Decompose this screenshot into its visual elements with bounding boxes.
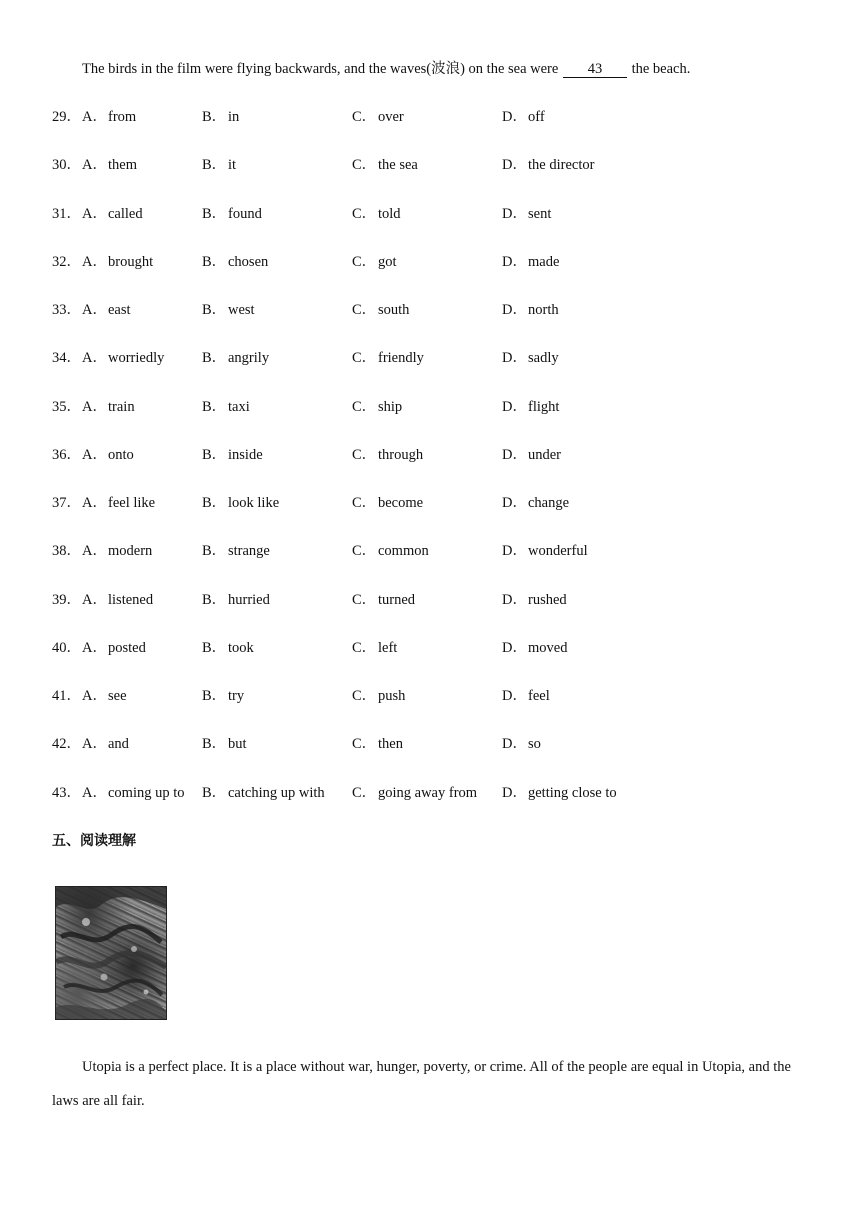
question-row bbox=[52, 782, 812, 830]
question-row bbox=[52, 347, 812, 395]
option-c bbox=[352, 733, 403, 755]
option-letter: B． bbox=[202, 157, 227, 174]
question-number: 34． bbox=[52, 350, 81, 367]
option-text: hurried bbox=[228, 591, 270, 608]
question-row bbox=[52, 589, 812, 637]
question-number: 31． bbox=[52, 205, 81, 222]
option-text: called bbox=[108, 205, 143, 222]
question-number: 38． bbox=[52, 543, 81, 560]
option-c bbox=[352, 347, 424, 369]
reading-photo bbox=[55, 886, 167, 1020]
option-text: off bbox=[528, 109, 545, 125]
option-letter: B． bbox=[202, 302, 227, 318]
option-a bbox=[82, 396, 135, 418]
option-b bbox=[202, 685, 244, 707]
option-d bbox=[502, 540, 588, 562]
option-letter: C． bbox=[352, 205, 377, 222]
option-letter: D． bbox=[502, 446, 527, 463]
option-b bbox=[202, 540, 270, 562]
question-row bbox=[52, 444, 812, 492]
option-c bbox=[352, 685, 405, 707]
option-letter: B． bbox=[202, 591, 227, 608]
option-b bbox=[202, 347, 269, 369]
option-text: moved bbox=[528, 639, 568, 656]
option-text: angrily bbox=[228, 350, 270, 367]
option-letter: A． bbox=[82, 784, 107, 801]
question-row bbox=[52, 492, 812, 540]
option-text: flight bbox=[528, 398, 560, 415]
option-d bbox=[502, 444, 561, 466]
question-number: 29． bbox=[52, 109, 81, 125]
option-letter: B． bbox=[202, 784, 227, 801]
option-letter: B． bbox=[202, 736, 227, 753]
option-d bbox=[502, 203, 551, 225]
option-letter: D． bbox=[502, 736, 527, 753]
option-c bbox=[352, 396, 402, 418]
option-text: got bbox=[378, 253, 397, 270]
option-text: going away from bbox=[378, 784, 478, 801]
option-text: look like bbox=[228, 495, 280, 511]
option-a bbox=[82, 733, 129, 755]
option-text: listened bbox=[108, 591, 154, 608]
option-letter: D． bbox=[502, 350, 527, 367]
option-text: and bbox=[108, 736, 129, 753]
option-c bbox=[352, 251, 397, 273]
option-a bbox=[82, 299, 131, 321]
option-letter: D． bbox=[502, 109, 527, 125]
option-text: posted bbox=[108, 639, 146, 656]
option-text: ship bbox=[378, 398, 403, 415]
option-text: try bbox=[228, 688, 245, 704]
option-letter: A． bbox=[82, 543, 107, 560]
option-text: modern bbox=[108, 543, 153, 560]
option-letter: A． bbox=[82, 157, 107, 174]
option-letter: D． bbox=[502, 253, 527, 270]
option-text: common bbox=[378, 543, 429, 560]
option-text: rushed bbox=[528, 591, 567, 608]
question-number: 32． bbox=[52, 253, 81, 270]
option-text: them bbox=[108, 157, 137, 174]
question-row bbox=[52, 299, 812, 347]
option-letter: B． bbox=[202, 398, 227, 415]
reading-paragraph: Utopia is a perfect place. It is a place without war, hunger, poverty, or crime. All of the people are equal in Utopia, and the laws are all fair. bbox=[52, 1059, 791, 1109]
option-text: over bbox=[378, 109, 404, 125]
option-text: friendly bbox=[378, 350, 424, 367]
option-b bbox=[202, 106, 239, 128]
option-letter: C． bbox=[352, 543, 377, 560]
option-b bbox=[202, 396, 250, 418]
option-c bbox=[352, 540, 429, 562]
question-number: 35． bbox=[52, 398, 81, 415]
option-letter: D． bbox=[502, 205, 527, 222]
intro-sentence bbox=[82, 58, 690, 80]
option-text: made bbox=[528, 253, 560, 270]
option-letter: C． bbox=[352, 591, 377, 608]
photo-texture bbox=[56, 887, 166, 1019]
option-letter: A． bbox=[82, 253, 107, 270]
option-text: onto bbox=[108, 446, 134, 463]
option-text: east bbox=[108, 302, 131, 318]
option-text: sadly bbox=[528, 350, 559, 367]
option-b bbox=[202, 782, 325, 804]
option-text: in bbox=[228, 109, 240, 125]
option-b bbox=[202, 251, 268, 273]
question-row bbox=[52, 733, 812, 781]
option-letter: D． bbox=[502, 495, 527, 511]
option-text: feel bbox=[528, 688, 550, 704]
option-letter: B． bbox=[202, 639, 227, 656]
option-text: change bbox=[528, 495, 570, 511]
option-text: but bbox=[228, 736, 247, 753]
option-text: see bbox=[108, 688, 127, 704]
option-text: south bbox=[378, 302, 410, 318]
option-letter: C． bbox=[352, 495, 377, 511]
option-c bbox=[352, 299, 409, 321]
question-number: 30． bbox=[52, 157, 81, 174]
option-text: turned bbox=[378, 591, 416, 608]
option-text: through bbox=[378, 446, 424, 463]
option-letter: C． bbox=[352, 688, 377, 704]
option-letter: B． bbox=[202, 543, 227, 560]
option-text: catching up with bbox=[228, 784, 325, 801]
option-text: brought bbox=[108, 253, 154, 270]
option-c bbox=[352, 589, 415, 611]
question-number: 37． bbox=[52, 495, 81, 511]
option-text: the director bbox=[528, 157, 595, 174]
option-a bbox=[82, 106, 136, 128]
question-number: 40． bbox=[52, 639, 81, 656]
option-letter: A． bbox=[82, 109, 107, 125]
option-text: took bbox=[228, 639, 254, 656]
option-d bbox=[502, 251, 559, 273]
option-text: taxi bbox=[228, 398, 250, 415]
option-text: worriedly bbox=[108, 350, 165, 367]
option-letter: A． bbox=[82, 688, 107, 704]
option-letter: D． bbox=[502, 591, 527, 608]
option-d bbox=[502, 782, 617, 804]
option-letter: D． bbox=[502, 688, 527, 704]
option-c bbox=[352, 492, 423, 514]
option-letter: B． bbox=[202, 495, 227, 511]
option-text: getting close to bbox=[528, 784, 617, 801]
question-number: 33． bbox=[52, 302, 81, 318]
option-a bbox=[82, 444, 134, 466]
question-row bbox=[52, 203, 812, 251]
option-d bbox=[502, 154, 594, 176]
option-d bbox=[502, 347, 559, 369]
option-a bbox=[82, 154, 137, 176]
question-number: 43． bbox=[52, 784, 81, 801]
option-text: it bbox=[228, 157, 237, 174]
option-d bbox=[502, 492, 569, 514]
section-title: 五、阅读理解 bbox=[52, 833, 136, 849]
option-letter: A． bbox=[82, 495, 107, 511]
question-number: 42． bbox=[52, 736, 81, 753]
option-text: train bbox=[108, 398, 135, 415]
option-text: strange bbox=[228, 543, 270, 560]
option-text: chosen bbox=[228, 253, 269, 270]
option-text: left bbox=[378, 639, 398, 656]
option-text: push bbox=[378, 688, 406, 704]
option-text: coming up to bbox=[108, 784, 185, 801]
option-a bbox=[82, 203, 143, 225]
option-text: feel like bbox=[108, 495, 156, 511]
option-letter: C． bbox=[352, 398, 377, 415]
option-d bbox=[502, 589, 567, 611]
option-a bbox=[82, 782, 185, 804]
option-text: the sea bbox=[378, 157, 418, 174]
option-letter: A． bbox=[82, 639, 107, 656]
option-letter: C． bbox=[352, 350, 377, 367]
option-letter: A． bbox=[82, 736, 107, 753]
option-d bbox=[502, 106, 545, 128]
option-letter: C． bbox=[352, 302, 377, 318]
option-c bbox=[352, 203, 401, 225]
option-letter: A． bbox=[82, 446, 107, 463]
question-number: 36． bbox=[52, 446, 81, 463]
option-a bbox=[82, 251, 153, 273]
blank-43: 43 bbox=[563, 61, 627, 78]
option-letter: B． bbox=[202, 253, 227, 270]
option-a bbox=[82, 589, 153, 611]
option-a bbox=[82, 540, 152, 562]
option-letter: C． bbox=[352, 736, 377, 753]
option-text: from bbox=[108, 109, 137, 125]
option-b bbox=[202, 203, 262, 225]
option-a bbox=[82, 492, 155, 514]
question-row bbox=[52, 251, 812, 299]
option-letter: C． bbox=[352, 639, 377, 656]
option-letter: B． bbox=[202, 205, 227, 222]
option-letter: B． bbox=[202, 350, 227, 367]
option-b bbox=[202, 299, 255, 321]
option-text: wonderful bbox=[528, 543, 588, 560]
option-letter: D． bbox=[502, 398, 527, 415]
option-d bbox=[502, 299, 559, 321]
option-letter: D． bbox=[502, 639, 527, 656]
option-text: found bbox=[228, 205, 262, 222]
option-a bbox=[82, 637, 146, 659]
option-b bbox=[202, 444, 263, 466]
option-b bbox=[202, 492, 279, 514]
question-row bbox=[52, 540, 812, 588]
option-b bbox=[202, 637, 254, 659]
option-b bbox=[202, 589, 270, 611]
question-number: 39． bbox=[52, 591, 81, 608]
question-row bbox=[52, 396, 812, 444]
option-letter: A． bbox=[82, 302, 107, 318]
option-letter: D． bbox=[502, 157, 527, 174]
option-letter: D． bbox=[502, 543, 527, 560]
option-d bbox=[502, 685, 550, 707]
option-c bbox=[352, 106, 404, 128]
question-list bbox=[52, 106, 812, 830]
option-text: then bbox=[378, 736, 403, 753]
option-letter: C． bbox=[352, 253, 377, 270]
intro-text-after: the beach. bbox=[627, 61, 691, 77]
option-b bbox=[202, 154, 236, 176]
option-letter: C． bbox=[352, 784, 377, 801]
option-letter: B． bbox=[202, 446, 227, 463]
question-row bbox=[52, 154, 812, 202]
option-text: north bbox=[528, 302, 559, 318]
option-c bbox=[352, 154, 418, 176]
option-letter: C． bbox=[352, 109, 377, 125]
option-d bbox=[502, 396, 559, 418]
option-text: under bbox=[528, 446, 562, 463]
option-letter: B． bbox=[202, 109, 227, 125]
option-text: so bbox=[528, 736, 541, 753]
option-d bbox=[502, 733, 541, 755]
option-letter: C． bbox=[352, 157, 377, 174]
option-letter: D． bbox=[502, 302, 527, 318]
question-number: 41． bbox=[52, 688, 81, 704]
option-letter: D． bbox=[502, 784, 527, 801]
intro-text-before: The birds in the film were flying backwards, and the waves(波浪) on the sea were bbox=[82, 61, 562, 77]
option-d bbox=[502, 637, 567, 659]
option-text: sent bbox=[528, 205, 552, 222]
option-a bbox=[82, 685, 127, 707]
option-letter: A． bbox=[82, 591, 107, 608]
option-letter: A． bbox=[82, 205, 107, 222]
question-row bbox=[52, 637, 812, 685]
option-letter: C． bbox=[352, 446, 377, 463]
question-row bbox=[52, 106, 812, 154]
option-a bbox=[82, 347, 164, 369]
option-letter: A． bbox=[82, 398, 107, 415]
option-c bbox=[352, 637, 397, 659]
option-text: told bbox=[378, 205, 401, 222]
option-text: west bbox=[228, 302, 255, 318]
option-letter: A． bbox=[82, 350, 107, 367]
question-row bbox=[52, 685, 812, 733]
option-letter: B． bbox=[202, 688, 227, 704]
option-text: become bbox=[378, 495, 424, 511]
option-text: inside bbox=[228, 446, 263, 463]
option-c bbox=[352, 782, 477, 804]
option-b bbox=[202, 733, 247, 755]
option-c bbox=[352, 444, 423, 466]
